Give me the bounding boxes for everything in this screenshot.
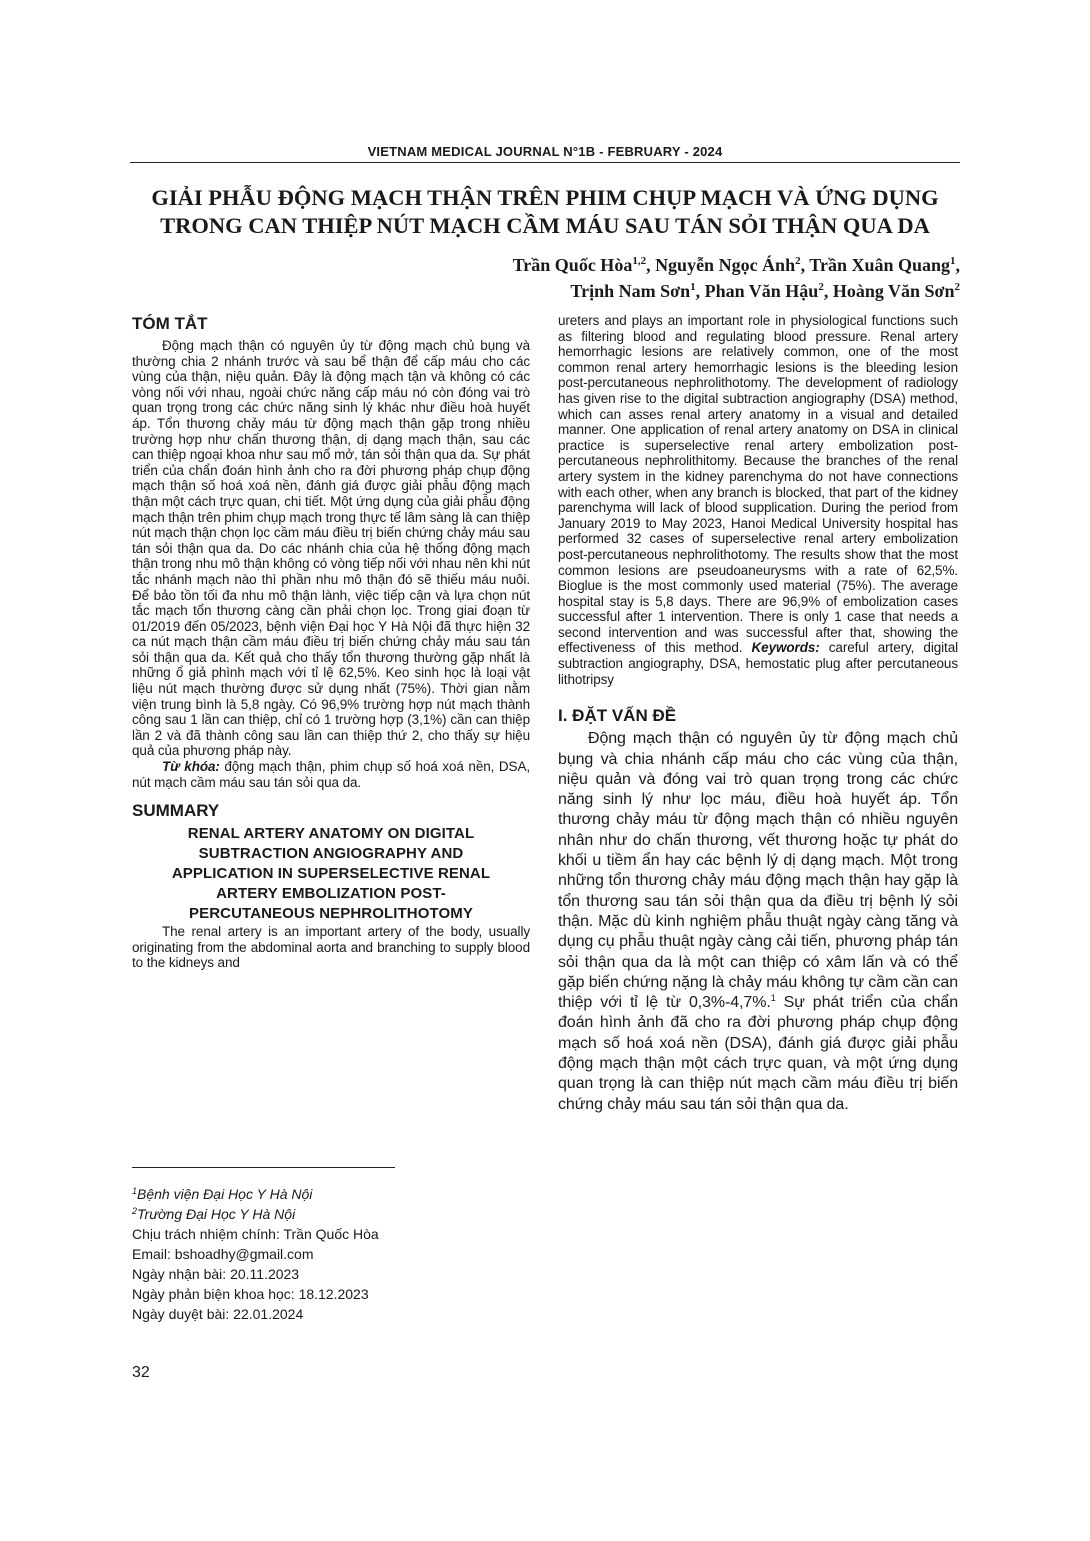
affiliation-2: [132, 1204, 532, 1224]
contact-email: Email: bshoadhy@gmail.com: [132, 1246, 314, 1262]
introduction-text-continued: Sự phát triển của chẩn đoán hình ảnh đã cho ra đời phương pháp chụp động mạch số hoá xoá nền (DSA), đánh giá được giải phẫu động mạch thận một cách trực quan, và một ứng dụng quan trọng là can thiệp nút mạch cầm máu điều trị biến chứng chảy máu sau tán sỏi thận qua da.: [558, 994, 958, 1113]
title-line-1: GIẢI PHẪU ĐỘNG MẠCH THẬN TRÊN PHIM CHỤP MẠCH VÀ ỨNG DỤNG: [151, 185, 939, 210]
left-column: [132, 313, 530, 971]
introduction-body: [558, 729, 958, 1115]
author-affiliation: 2: [954, 281, 960, 293]
author-name: Trần Quốc Hòa: [512, 255, 633, 275]
title-line-2: TRONG CAN THIỆP NÚT MẠCH CẦM MÁU SAU TÁN SỎI THẬN QUA DA: [160, 213, 930, 238]
summary-title-line: RENAL ARTERY ANATOMY ON DIGITAL: [187, 825, 475, 843]
author-name: Trịnh Nam Sơn: [570, 281, 691, 301]
summary-body-start: The renal artery is an important artery of the body, usually originating from the abdominal aorta and branching to supply blood to the kidneys and: [132, 924, 530, 971]
author-separator: ,: [800, 255, 810, 275]
journal-running-header: VIETNAM MEDICAL JOURNAL N°1B - FEBRUARY - 2024: [367, 144, 723, 159]
page-number: 32: [132, 1364, 150, 1381]
summary-body-text: ureters and plays an important role in physiological functions such as filtering blood and regulating blood pressure. Renal artery hemorrhagic lesions are relatively common, one of the most common renal artery hemorrhagic lesions is the bleeding lesion post-percutaneous nephrolithotomy. The development of radiology has given rise to the digital subtraction angiography (DSA) method, which can asses renal artery anatomy in a visual and detailed manner. One application of renal artery anatomy on DSA in clinical practice is superselective renal artery embolization post-percutaneous nephrolithitomy. Because the branches of the renal artery system in the kidney parenchyma do not have connections with each other, when any branch is blocked, that part of the kidney parenchyma will lack of blood supplication. During the period from January 2019 to May 2023, Hanoi Medical University hospital has performed 32 cases of superselective renal artery embolization post-percutaneous nephrolithotomy. The results show that the most common lesions are pseudoaneurysms with a rate of 62,5%. Bioglue is the most commonly used material (75%). The average hospital stay is 5,8 days. There are 96,9% of embolization cases successful after 1 intervention. There is only 1 case that needs a second intervention and was successful after that, showing the effectiveness of this method.: [558, 313, 958, 656]
author-separator: ,: [955, 255, 960, 275]
author-name: Phan Văn Hậu: [704, 281, 819, 301]
author-affiliation: 2: [795, 255, 801, 267]
introduction-text: Động mạch thận có nguyên ủy từ động mạch chủ bụng và chia nhánh cấp máu cho các vùng của thận, niệu quản và đóng vai trò quan trọng trong các chức năng sinh lý như lọc máu, điều hoà huyết áp. Tổn thương chảy máu từ động mạch thận có nhiều nguyên nhân như do chấn thương, vết thương hoặc tự phát do khối u tiềm ẩn hay các bệnh lý dị dạng mạch. Một trong những tổn thương chảy máu động mạch thận hay gặp là tổn thương sau tán sỏi thận qua da điều trị bệnh lý sỏi thận. Mặc dù kinh nghiệm phẫu thuật ngày càng tăng và dụng cụ phẫu thuật ngày càng cải tiến, phương pháp tán sỏi thận qua da là một can thiệp có xâm lấn và có thể gặp biến chứng nặng là chảy máu không tự cầm cần can thiệp với tỉ lệ từ 0,3%-4,7%.: [558, 730, 958, 1012]
keywords-text: động mạch thận, phim chụp số hoá xoá nền, DSA, nút mạch cầm máu sau tán sỏi qua da.: [132, 759, 531, 790]
affiliation-text: Trường Đại Học Y Hà Nội: [137, 1206, 296, 1222]
author-affiliation: 1: [690, 281, 696, 293]
footnotes: [132, 1184, 532, 1324]
summary-keywords-text: careful artery, digital subtraction angiography, DSA, hemostatic plug after percutaneous lithotripsy: [558, 640, 958, 687]
author-name: Hoàng Văn Sơn: [832, 281, 955, 301]
summary-title: [132, 824, 530, 924]
footnote-rule: [132, 1167, 395, 1168]
author-line-1: [260, 252, 960, 278]
reviewed-date: Ngày phản biện khoa học: 18.12.2023: [132, 1286, 369, 1302]
affiliation-number: 1: [132, 1186, 138, 1196]
corresponding-author: Chịu trách nhiệm chính: Trần Quốc Hòa: [132, 1226, 379, 1242]
accepted-date: Ngày duyệt bài: 22.01.2024: [132, 1306, 304, 1322]
keywords-label: Từ khóa:: [162, 759, 220, 775]
citation-ref: 1: [770, 993, 776, 1004]
summary-title-line: APPLICATION IN SUPERSELECTIVE RENAL: [171, 865, 491, 883]
author-affiliation: 1,2: [632, 255, 647, 267]
author-affiliation: 2: [818, 281, 824, 293]
affiliation-1: [132, 1184, 532, 1204]
summary-title-line: SUBTRACTION ANGIOGRAPHY AND: [198, 845, 464, 863]
affiliation-text: Bệnh viện Đại Học Y Hà Nội: [137, 1186, 313, 1202]
summary-heading: SUMMARY: [132, 801, 220, 821]
author-line-2: [260, 278, 960, 304]
author-separator: ,: [646, 255, 656, 275]
summary-title-line: PERCUTANEOUS NEPHROLITHOTOMY: [189, 905, 473, 923]
author-name: Nguyễn Ngọc Ánh: [655, 255, 796, 275]
author-separator: ,: [695, 281, 705, 301]
right-column: [558, 313, 958, 1115]
author-list: [260, 252, 960, 304]
article-title: [112, 184, 978, 240]
author-affiliation: 1: [950, 255, 956, 267]
abstract-keywords: [132, 759, 530, 790]
summary-title-line: ARTERY EMBOLIZATION POST-: [216, 885, 446, 903]
abstract-heading: TÓM TẮT: [132, 314, 208, 333]
summary-keywords-label: Keywords:: [751, 640, 820, 656]
author-separator: ,: [823, 281, 833, 301]
abstract-body: Động mạch thận có nguyên ủy từ động mạch chủ bụng và thường chia 2 nhánh trước và sau bể thận để cấp máu cho các vùng của thận, niệu quản. Đây là động mạch tận và không có các vòng nối với nhau, ngoài chức năng cấp máu nó còn đóng vai trò quan trọng trong các chức năng sinh lý khác như điều hoà huyết áp. Tổn thương chảy máu từ động mạch thận gặp trong nhiều trường hợp như chấn thương thận, dị dạng mạch thận, sau các can thiệp ngoại khoa như sau mổ mở, tán sỏi thận qua da. Sự phát triển của chẩn đoán hình ảnh cho ra đời phương pháp chụp động mạch thận số hoá xoá nền, đánh giá được giải phẫu động mạch thận một cách trực quan, chi tiết. Một ứng dụng của giải phẫu động mạch thận trên phim chụp mạch trong thực tế lâm sàng là can thiệp nút mạch thận chọn lọc cầm máu điều trị biến chứng chảy máu sau tán sỏi thận qua da. Do các nhánh chia của hệ thống động mạch thận trong nhu mô thận không có vòng tiếp nối với nhau nên khi nút tắc nhánh mạch nào thì phần nhu mô thận đó sẽ thiếu máu nuôi. Để bảo tồn tối đa nhu mô thận lành, việc tiếp cận và lựa chọn nút tắc mạch tổn thương càng cần phải chọn lọc. Trong giai đoạn từ 01/2019 đến 05/2023, bệnh viện Đại học Y Hà Nội đã thực hiện 32 ca nút mạch thận cầm máu điều trị biến chứng chảy máu sau tán sỏi thận qua da. Kết quả cho thấy tổn thương thường gặp nhất là những ổ giả phình mạch với tỉ lệ 62,5%. Keo sinh học là loại vật liệu nút mạch thường được sử dụng nhất (75%). Thời gian nằm viện trung bình là 5,8 ngày. Có 96,9% trường hợp nút mạch thành công sau 1 lần can thiệp, chỉ có 1 trường hợp (3,1%) cần can thiệp lần 2 và đã thành công sau lần can thiệp thứ 2, cho thấy sự hiệu quả của phương pháp này.: [132, 338, 531, 759]
author-name: Trần Xuân Quang: [809, 255, 950, 275]
summary-body-continued: [558, 313, 958, 687]
affiliation-number: 2: [132, 1206, 138, 1216]
header-rule: [130, 162, 960, 163]
introduction-heading: I. ĐẶT VẤN ĐỀ: [558, 706, 677, 726]
received-date: Ngày nhận bài: 20.11.2023: [132, 1266, 300, 1282]
